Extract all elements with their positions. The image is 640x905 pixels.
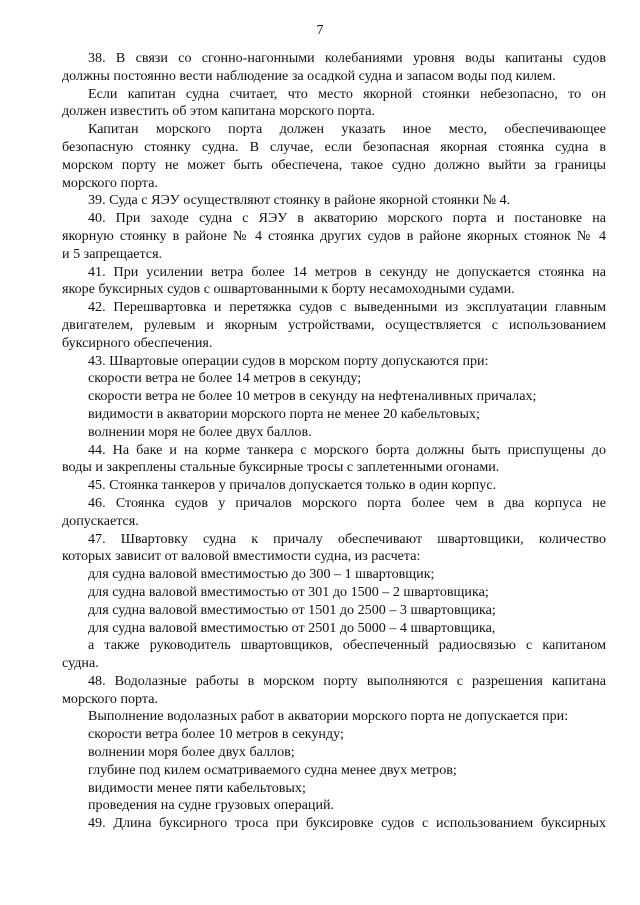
text-line: проведения на судне грузовых операций. xyxy=(88,797,335,814)
text-line: 49. Длина буксирного троса при буксировке судов с использованием буксирных xyxy=(88,815,606,832)
text-line: 44. На баке и на корме танкера с морского борта должны быть приспущены до xyxy=(88,441,606,458)
text-line: якорную стоянку в районе № 4 стоянка других судов в районе якорных стоянок № 4 xyxy=(62,227,606,244)
text-line: волнении моря более двух баллов; xyxy=(88,744,295,761)
text-line: для судна валовой вместимостью от 1501 до 2500 – 3 швартовщика; xyxy=(88,601,496,618)
text-line: безопасную стоянку судна. В случае, если безопасная якорная стоянка судна в xyxy=(62,138,606,155)
text-line: Выполнение водолазных работ в акватории морского порта не допускается при: xyxy=(88,708,569,725)
text-line: 42. Перешвартовка и перетяжка судов с выведенными из эксплуатации главным xyxy=(88,299,606,316)
text-line: и 5 запрещается. xyxy=(62,245,163,262)
text-line: для судна валовой вместимостью до 300 – 1 швартовщик; xyxy=(88,566,435,583)
text-line: должны постоянно вести наблюдение за осадкой судна и запасом воды под килем. xyxy=(62,67,556,84)
text-line: видимости менее пяти кабельтовых; xyxy=(88,779,306,796)
text-line: 47. Швартовку судна к причалу обеспечивают швартовщики, количество xyxy=(88,530,606,547)
text-line: волнении моря не более двух баллов. xyxy=(88,423,312,440)
page-number: 7 xyxy=(316,23,324,38)
text-line: судна. xyxy=(62,655,99,672)
text-line: буксирного обеспечения. xyxy=(62,334,213,351)
text-line: 48. Водолазные работы в морском порту выполняются с разрешения капитана xyxy=(88,672,606,689)
text-line: морского порта. xyxy=(62,174,159,191)
text-line: скорости ветра более 10 метров в секунду; xyxy=(88,726,344,743)
text-line: Если капитан судна считает, что место якорной стоянки небезопасно, то он xyxy=(88,85,606,102)
text-line: видимости в акватории морского порта не менее 20 кабельтовых; xyxy=(88,405,480,422)
text-line: двигателем, рулевым и якорным устройствами, осуществляется с использованием xyxy=(62,316,606,333)
document-body xyxy=(62,50,606,833)
text-line: для судна валовой вместимостью от 301 до 1500 – 2 швартовщика; xyxy=(88,583,489,600)
text-line: 45. Стоянка танкеров у причалов допускается только в один корпус. xyxy=(88,477,497,494)
text-line: якоре буксирных судов с ошвартованными к борту несамоходными судами. xyxy=(62,281,515,298)
text-line: 38. В связи со сгонно-нагонными колебаниями уровня воды капитаны судов xyxy=(88,50,606,66)
text-line: для судна валовой вместимостью от 2501 до 5000 – 4 швартовщика, xyxy=(88,619,496,636)
text-line: 41. При усилении ветра более 14 метров в секунду не допускается стоянка на xyxy=(88,263,606,280)
text-line: скорости ветра не более 14 метров в секунду; xyxy=(88,370,362,387)
text-line: глубине под килем осматриваемого судна менее двух метров; xyxy=(88,761,457,778)
text-line: 46. Стоянка судов у причалов морского порта более чем в два корпуса не xyxy=(88,494,606,511)
text-line: должен известить об этом капитана морского порта. xyxy=(62,103,375,120)
text-line: Капитан морского порта должен указать иное место, обеспечивающее xyxy=(88,121,606,138)
text-line: воды и закреплены стальные буксирные тросы с заплетенными огонами. xyxy=(62,459,500,476)
text-line: скорости ветра не более 10 метров в секунду на нефтеналивных причалах; xyxy=(88,388,537,405)
text-line: а также руководитель швартовщиков, обеспеченный радиосвязью с капитаном xyxy=(88,637,606,654)
text-line: 39. Суда с ЯЭУ осуществляют стоянку в районе якорной стоянки № 4. xyxy=(88,192,511,209)
text-line: морского порта. xyxy=(62,690,159,707)
text-line: 40. При заходе судна с ЯЭУ в акваторию морского порта и постановке на xyxy=(88,210,606,227)
text-line: допускается. xyxy=(62,512,139,529)
text-line: которых зависит от валовой вместимости судна, из расчета: xyxy=(62,548,421,565)
text-line: морском порту не может быть обеспечена, такое судно должно выйти за границы xyxy=(62,156,606,173)
text-line: 43. Швартовые операции судов в морском порту допускаются при: xyxy=(88,352,489,369)
